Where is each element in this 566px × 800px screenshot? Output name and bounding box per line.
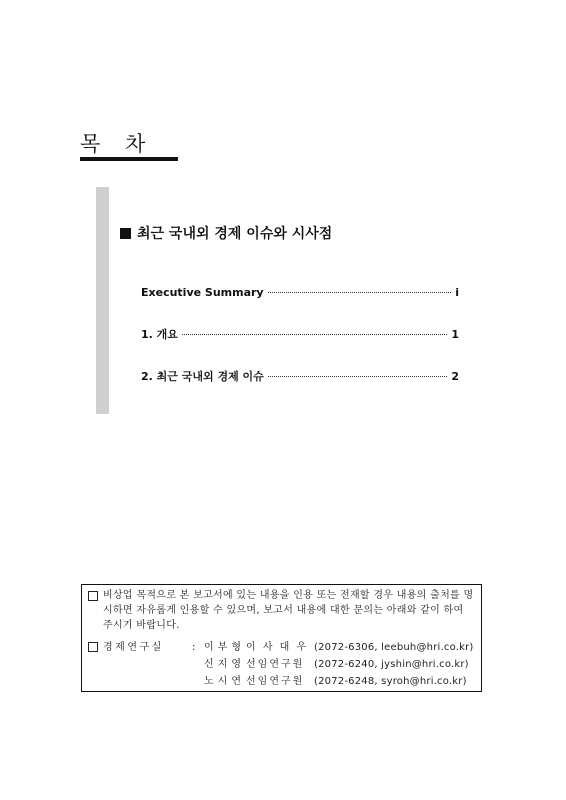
person-title: 선임연구원 bbox=[246, 659, 305, 670]
checkbox-square-icon bbox=[88, 591, 98, 601]
toc-entry-executive-summary[interactable] bbox=[141, 286, 459, 299]
toc-entry-economic-issues[interactable] bbox=[141, 368, 459, 384]
colon-separator: : bbox=[192, 642, 196, 653]
notice bbox=[88, 588, 474, 633]
department-label: 경제연구실 bbox=[103, 642, 164, 653]
toc-entry-label: 1. 개요 bbox=[141, 328, 178, 341]
dot-leader bbox=[268, 376, 448, 377]
toc-entry-overview[interactable] bbox=[141, 326, 459, 342]
info-box bbox=[81, 584, 482, 692]
person-title: 이 사 대 우 bbox=[246, 642, 309, 653]
toc-entry-page: 2 bbox=[451, 370, 459, 383]
person bbox=[204, 656, 469, 673]
contacts bbox=[88, 639, 478, 690]
person bbox=[204, 673, 467, 690]
toc-title-underline bbox=[80, 157, 178, 161]
checkbox-square-icon bbox=[88, 642, 98, 652]
person-name: 노시연 bbox=[204, 676, 245, 687]
contact-row bbox=[88, 673, 478, 690]
person-title: 선임연구원 bbox=[246, 676, 305, 687]
person-name: 신지영 bbox=[204, 659, 245, 670]
toc-entry-page: i bbox=[455, 286, 459, 299]
contact-row bbox=[88, 656, 478, 673]
person-name: 이부형 bbox=[204, 642, 245, 653]
section-heading bbox=[120, 223, 332, 243]
contact-row bbox=[88, 639, 478, 656]
department bbox=[88, 639, 192, 656]
toc-entry-page: 1 bbox=[451, 328, 459, 341]
dot-leader bbox=[182, 334, 447, 335]
person-contact-info: (2072-6240, jyshin@hri.co.kr) bbox=[314, 659, 469, 670]
toc-entry-label: 2. 최근 국내외 경제 이슈 bbox=[141, 370, 264, 383]
dot-leader bbox=[268, 292, 452, 293]
section-side-bar bbox=[96, 187, 109, 414]
toc-title: 목 차 bbox=[80, 132, 155, 156]
filled-square-icon bbox=[120, 228, 131, 239]
toc-entry-label: Executive Summary bbox=[141, 286, 264, 299]
section-heading-text: 최근 국내외 경제 이슈와 시사점 bbox=[137, 226, 333, 242]
person-contact-info: (2072-6248, syroh@hri.co.kr) bbox=[314, 676, 467, 687]
notice-text: 비상업 목적으로 본 보고서에 있는 내용을 인용 또는 전재할 경우 내용의 출처를 명시하면 자유롭게 인용할 수 있으며, 보고서 내용에 대한 문의는 아래와 같이 하여 주시기 바랍니다. bbox=[103, 590, 474, 631]
person bbox=[204, 639, 474, 656]
person-contact-info: (2072-6306, leebuh@hri.co.kr) bbox=[314, 642, 474, 653]
